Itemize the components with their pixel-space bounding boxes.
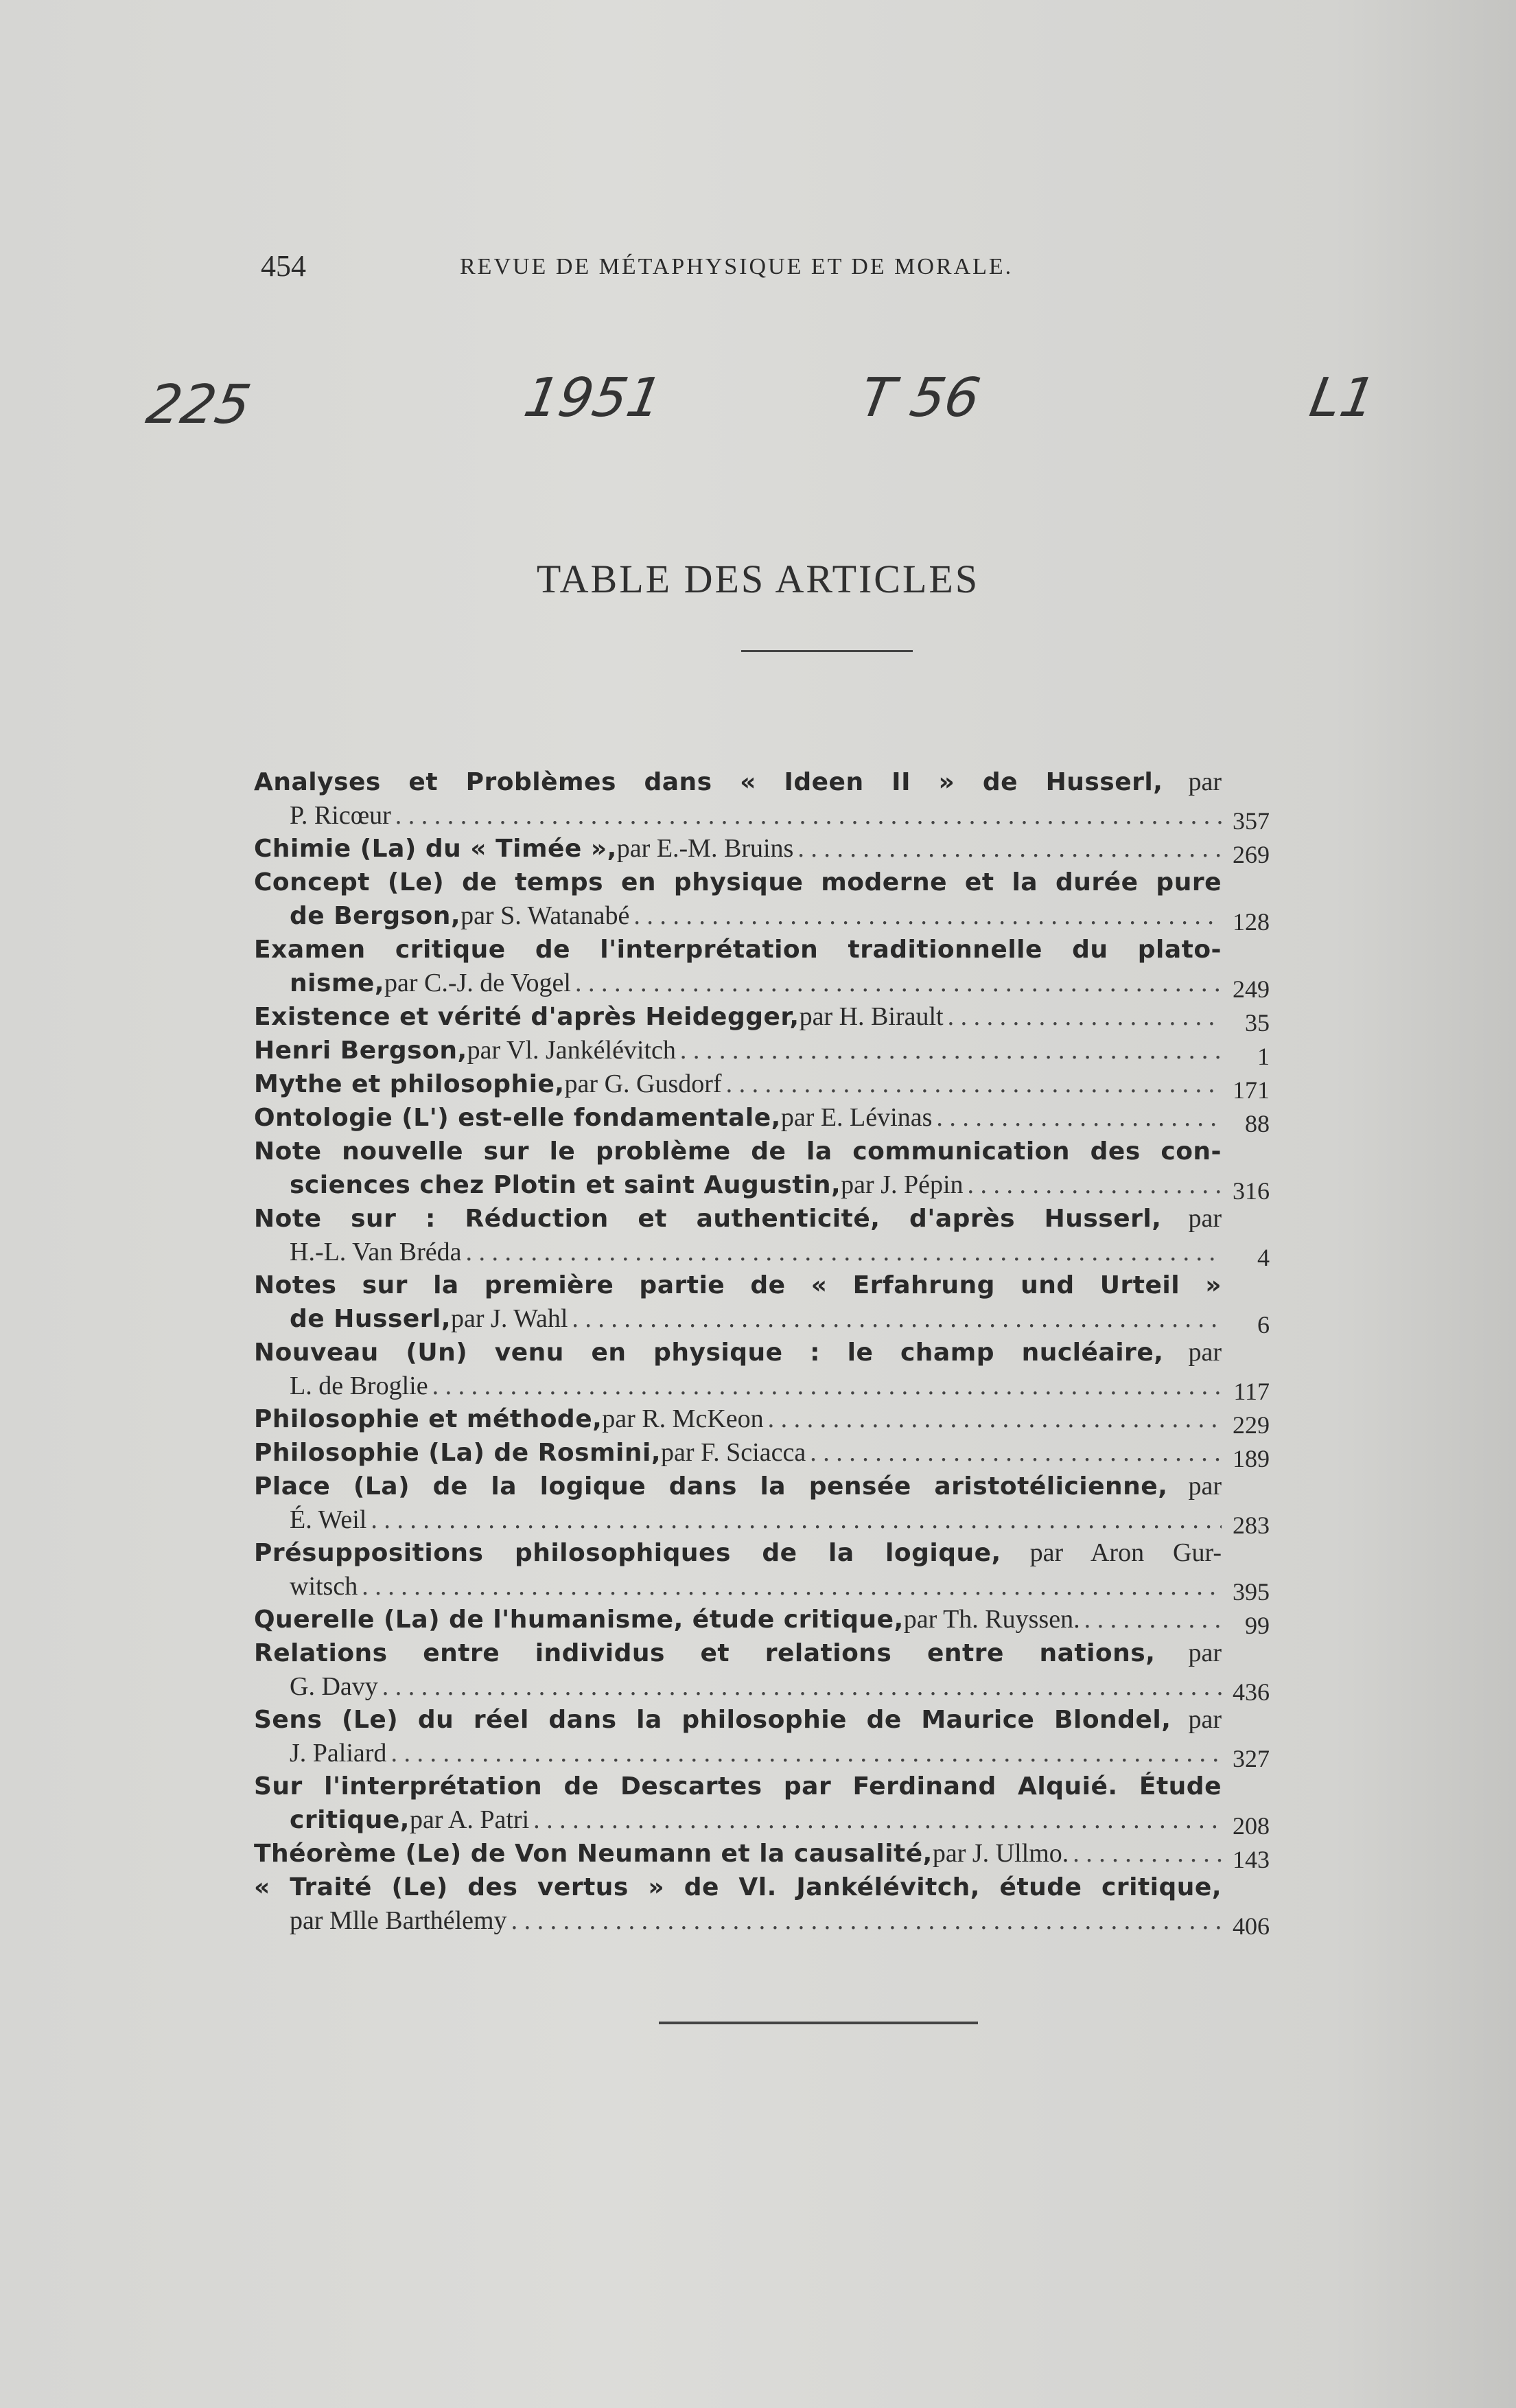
entry-title-line [254, 1436, 1270, 1470]
entry-continuation-line [254, 899, 1270, 933]
entry-continuation-line [254, 1803, 1270, 1837]
entry-title-line [254, 1470, 1270, 1503]
entry-title-line [254, 1135, 1270, 1168]
entry-author: par J. Pépin [841, 1170, 964, 1199]
dot-leader [465, 1236, 1222, 1269]
dot-leader [1084, 1603, 1222, 1636]
page-ref: 316 [1233, 1177, 1270, 1205]
page-ref: 143 [1233, 1846, 1270, 1873]
entry-continuation-line [254, 966, 1270, 1000]
divider [659, 2022, 978, 2024]
entry-title: Relations entre individus et relations entre nations, [254, 1639, 1156, 1667]
entry-title: Concept (Le) de temps en physique moderne et la durée pure [254, 868, 1222, 896]
entry-continuation-line [254, 1737, 1270, 1770]
toc-entry [254, 1536, 1270, 1606]
toc-entry [254, 1470, 1270, 1539]
entry-title-continued: nisme, [290, 969, 384, 997]
page-ref: 208 [1233, 1812, 1270, 1840]
page-ref: 406 [1233, 1912, 1270, 1940]
entry-author: par E.-M. Bruins [616, 834, 794, 863]
dot-leader [362, 1570, 1222, 1603]
journal-title: REVUE DE MÉTAPHYSIQUE ET DE MORALE. [460, 254, 1014, 279]
toc-entry [254, 1202, 1270, 1269]
entry-author-prefix: par [1167, 1472, 1222, 1501]
entry-title-continued: de Bergson, [290, 902, 461, 930]
dot-leader [797, 832, 1222, 865]
toc-entry [254, 1871, 1270, 1940]
entry-continuation-line [254, 1570, 1270, 1603]
entry-continuation-line [254, 1236, 1270, 1269]
entry-author: par S. Watanabé [460, 901, 630, 930]
entry-title: Place (La) de la logique dans la pensée aristotélicienne, [254, 1472, 1168, 1501]
section-title: TABLE DES ARTICLES [536, 557, 980, 601]
page-ref: 283 [1233, 1512, 1270, 1539]
toc-entry [254, 1135, 1270, 1205]
divider [741, 650, 913, 652]
entry-author-prefix: par [1161, 1204, 1222, 1233]
toc-entry [254, 1436, 1270, 1470]
toc-entry [254, 1770, 1270, 1840]
running-head [261, 248, 1194, 290]
entry-title-line [254, 933, 1270, 966]
handwritten-note: L1 [1305, 367, 1381, 429]
entry-title: Présuppositions philosophiques de la logique, [254, 1539, 1001, 1567]
page-ref: 327 [1233, 1745, 1270, 1772]
entry-author-prefix: par Aron Gur- [1001, 1538, 1222, 1567]
dot-leader [533, 1803, 1222, 1836]
entry-author: H.-L. Van Bréda [290, 1238, 462, 1266]
entry-title: Sur l'interprétation de Descartes par Ferdinand Alquié. Étude [254, 1772, 1222, 1801]
entry-title: Note nouvelle sur le problème de la communication des con- [254, 1137, 1222, 1166]
entry-continuation-line [254, 1503, 1270, 1536]
toc-entry [254, 1336, 1270, 1405]
entry-author-prefix: par [1171, 1705, 1222, 1734]
entry-title: Examen critique de l'interprétation traditionnelle du plato- [254, 936, 1222, 964]
entry-author: par G. Gusdorf [564, 1069, 722, 1098]
entry-continuation-line [254, 1168, 1270, 1202]
entry-title: « Traité (Le) des vertus » de Vl. Jankélévitch, étude critique, [254, 1873, 1222, 1901]
entry-author-prefix: par [1155, 1639, 1222, 1667]
page-ref: 229 [1233, 1411, 1270, 1439]
entry-author: par H. Birault [799, 1002, 944, 1031]
entry-title-line [254, 1536, 1270, 1570]
page-ref: 88 [1245, 1110, 1270, 1137]
toc-entry [254, 866, 1270, 936]
dot-leader [768, 1402, 1222, 1435]
dot-leader [575, 966, 1222, 999]
page-number: 454 [261, 249, 306, 283]
page-ref: 99 [1245, 1612, 1270, 1639]
entry-author: par J. Wahl [451, 1304, 568, 1333]
page-ref: 357 [1233, 807, 1270, 835]
entry-title-line [254, 1402, 1270, 1436]
entry-title: Théorème (Le) de Von Neumann et la causalité, [254, 1840, 933, 1868]
dot-leader [371, 1503, 1222, 1536]
dot-leader [432, 1369, 1222, 1402]
dot-leader [395, 799, 1222, 832]
entry-title-line [254, 1871, 1270, 1904]
entry-title: Notes sur la première partie de « Erfahrung und Urteil » [254, 1271, 1222, 1299]
dot-leader [390, 1737, 1222, 1770]
entry-title-line [254, 832, 1270, 866]
page-ref: 35 [1245, 1009, 1270, 1037]
page-ref: 395 [1233, 1578, 1270, 1606]
page-ref: 249 [1233, 975, 1270, 1003]
table-of-contents [254, 765, 1270, 1940]
entry-author: par F. Sciacca [661, 1438, 806, 1467]
entry-title: Mythe et philosophie, [254, 1070, 565, 1098]
dot-leader [1073, 1837, 1222, 1870]
entry-title: Philosophie et méthode, [254, 1405, 603, 1433]
entry-title-line [254, 1067, 1270, 1101]
handwritten-note: 225 [142, 374, 255, 436]
entry-author: par Th. Ruyssen. [903, 1605, 1080, 1634]
entry-title-line [254, 765, 1270, 799]
page-ref: 171 [1233, 1076, 1270, 1104]
entry-continuation-line [254, 1670, 1270, 1703]
entry-author-prefix: par [1163, 767, 1222, 796]
toc-entry [254, 832, 1270, 866]
entry-continuation-line [254, 1369, 1270, 1402]
entry-author: par R. McKeon [602, 1404, 764, 1433]
entry-author: J. Paliard [290, 1739, 387, 1768]
toc-entry [254, 1101, 1270, 1135]
entry-author: par J. Ullmo. [932, 1839, 1069, 1868]
entry-title-line [254, 1101, 1270, 1135]
dot-leader [726, 1067, 1222, 1100]
toc-entry [254, 1603, 1270, 1639]
entry-title-line [254, 1202, 1270, 1236]
entry-title-line [254, 1703, 1270, 1737]
handwritten-note: T 56 [856, 367, 985, 429]
dot-leader [572, 1302, 1222, 1335]
dot-leader [633, 899, 1222, 932]
entry-author: par Vl. Jankélévitch [467, 1036, 676, 1065]
entry-title: Sens (Le) du réel dans la philosophie de Maurice Blondel, [254, 1706, 1171, 1734]
entry-author: par Mlle Barthélemy [290, 1906, 507, 1935]
entry-title: Chimie (La) du « Timée », [254, 835, 617, 863]
toc-entry [254, 1000, 1270, 1037]
entry-title: Note sur : Réduction et authenticité, d'après Husserl, [254, 1205, 1162, 1233]
dot-leader [948, 1000, 1222, 1033]
entry-title-continued: sciences chez Plotin et saint Augustin, [290, 1171, 841, 1199]
entry-author: G. Davy [290, 1672, 378, 1701]
entry-author: par E. Lévinas [780, 1103, 933, 1132]
handwritten-note: 1951 [520, 367, 667, 429]
entry-title-line [254, 1770, 1270, 1803]
entry-continuation-line [254, 1302, 1270, 1336]
dot-leader [936, 1101, 1222, 1134]
page-ref: 1 [1257, 1043, 1270, 1070]
entry-title: Nouveau (Un) venu en physique : le champ nucléaire, [254, 1339, 1164, 1367]
entry-title-line [254, 866, 1270, 899]
entry-title-line [254, 1269, 1270, 1302]
dot-leader [511, 1904, 1222, 1937]
entry-title-line [254, 1603, 1270, 1636]
toc-entry [254, 765, 1270, 835]
entry-title-line [254, 1636, 1270, 1670]
entry-title: Querelle (La) de l'humanisme, étude critique, [254, 1606, 904, 1634]
entry-continuation-line [254, 1904, 1270, 1937]
toc-entry [254, 1703, 1270, 1770]
toc-entry [254, 933, 1270, 1003]
toc-entry [254, 1636, 1270, 1706]
dot-leader [810, 1436, 1222, 1469]
entry-title: Analyses et Problèmes dans « Ideen II » de Husserl, [254, 768, 1163, 796]
entry-author: witsch [290, 1572, 358, 1601]
page-ref: 128 [1233, 908, 1270, 936]
entry-author: É. Weil [290, 1505, 367, 1534]
entry-author-prefix: par [1163, 1338, 1222, 1367]
entry-title-line [254, 1336, 1270, 1369]
entry-title: Henri Bergson, [254, 1037, 467, 1065]
dot-leader [382, 1670, 1222, 1703]
entry-title-continued: critique, [290, 1806, 410, 1834]
entry-title: Ontologie (L') est-elle fondamentale, [254, 1104, 781, 1132]
dot-leader [968, 1168, 1222, 1201]
entry-author: P. Ricœur [290, 801, 391, 830]
entry-title-line [254, 1034, 1270, 1067]
page-ref: 6 [1257, 1311, 1270, 1339]
entry-author: par A. Patri [409, 1805, 530, 1834]
toc-entry [254, 1034, 1270, 1070]
entry-title: Philosophie (La) de Rosmini, [254, 1439, 662, 1467]
entry-author: L. de Broglie [290, 1371, 428, 1400]
toc-entry [254, 1067, 1270, 1104]
page-ref: 269 [1233, 841, 1270, 868]
page-ref: 189 [1233, 1445, 1270, 1472]
toc-entry [254, 1402, 1270, 1439]
handwritten-notes [0, 367, 1516, 450]
entry-continuation-line [254, 799, 1270, 832]
entry-title-continued: de Husserl, [290, 1305, 452, 1333]
entry-title-line [254, 1837, 1270, 1871]
page-ref: 4 [1257, 1244, 1270, 1271]
entry-title-line [254, 1000, 1270, 1034]
entry-title: Existence et vérité d'après Heidegger, [254, 1003, 800, 1031]
page-ref: 436 [1233, 1678, 1270, 1706]
toc-entry [254, 1837, 1270, 1871]
page-ref: 117 [1233, 1378, 1270, 1405]
entry-author: par C.-J. de Vogel [384, 969, 571, 997]
dot-leader [680, 1034, 1222, 1067]
toc-entry [254, 1269, 1270, 1339]
